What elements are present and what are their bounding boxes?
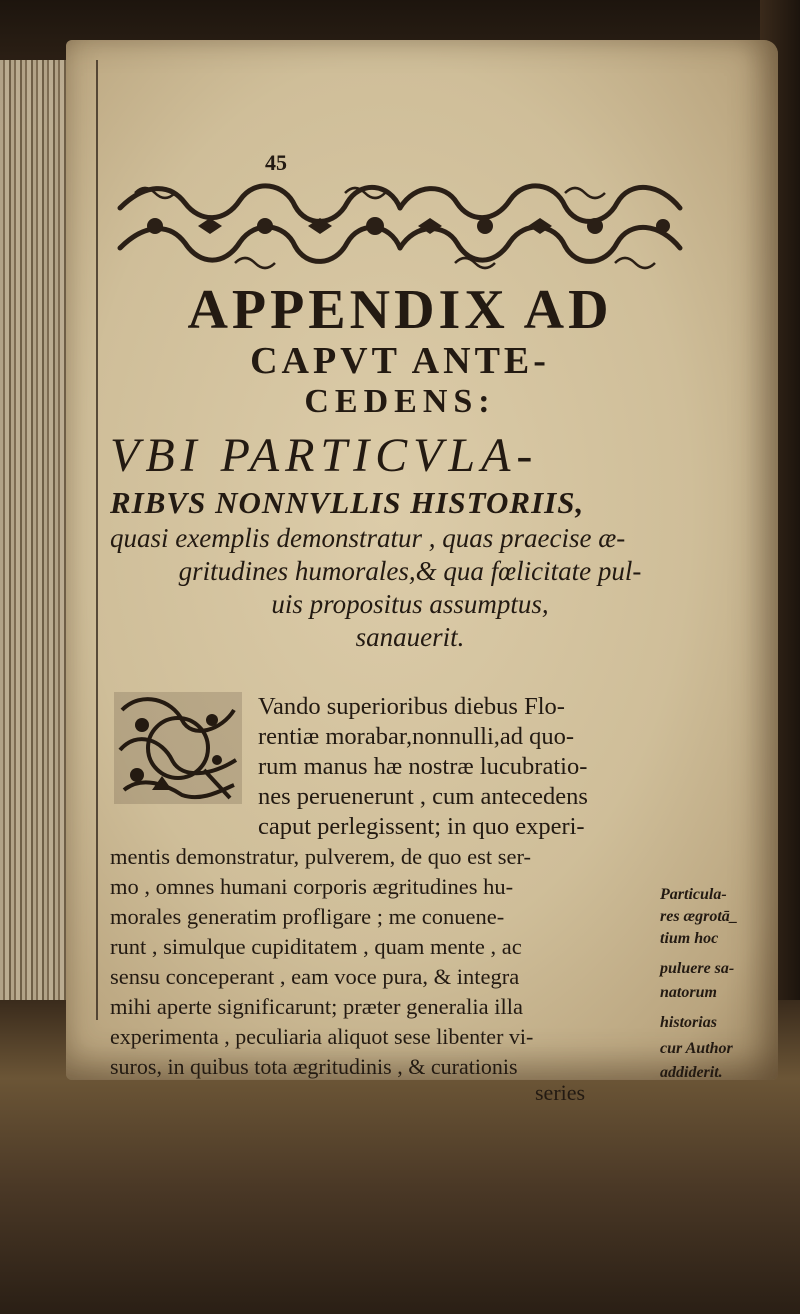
heading-line-3: CEDENS: xyxy=(304,383,496,420)
body-line-4: nes peruenerunt , cum antecedens xyxy=(258,783,588,810)
body-line-5: caput perlegissent; in quo experi- xyxy=(258,813,585,840)
margin-note-1: Particula- xyxy=(660,886,727,903)
margin-note-3: tium hoc xyxy=(660,930,719,947)
body-line-11: mihi aperte significarunt; præter generalia illa xyxy=(110,994,523,1019)
body-line-12: experimenta , peculiaria aliquot sese libenter vi- xyxy=(110,1024,534,1049)
margin-note-4: puluere sa- xyxy=(660,960,735,977)
subtitle-line-3: quasi exemplis demonstratur , quas praecise æ- xyxy=(110,523,626,553)
body-line-9: runt , simulque cupiditatem , quam mente , ac xyxy=(110,934,522,959)
page-edges xyxy=(0,60,70,1060)
margin-note-7: cur Author xyxy=(660,1040,733,1057)
subtitle-line-5: uis propositus assumptus, xyxy=(271,589,549,619)
body-line-14: series xyxy=(535,1080,586,1105)
body-line-1: Vando superioribus diebus Flo- xyxy=(258,693,565,720)
subtitle-line-1: VBI PARTICVLA- xyxy=(110,429,539,482)
margin-rule xyxy=(96,60,98,1020)
initial-letter-icon xyxy=(112,690,244,806)
margin-note-5: natorum xyxy=(660,984,717,1001)
margin-note-2: res ægrotā_ xyxy=(660,908,738,925)
heading-line-2: CAPVT ANTE- xyxy=(250,340,550,382)
body-line-3: rum manus hæ nostræ lucubratio- xyxy=(258,753,588,780)
margin-note-6: historias xyxy=(660,1014,717,1031)
ornament-band-icon xyxy=(115,178,685,274)
body-line-2: rentiæ morabar,nonnulli,ad quo- xyxy=(258,723,575,750)
heading-line-1: APPENDIX AD xyxy=(187,279,613,341)
subtitle-line-6: sanauerit. xyxy=(355,622,465,652)
subtitle-line-4: gritudines humorales,& qua fœlicitate pul- xyxy=(178,556,642,586)
body-line-7: mo , omnes humani corporis ægritudines hu- xyxy=(110,874,514,899)
subtitle-line-2: RIBVS NONNVLLIS HISTORIIS, xyxy=(110,485,585,520)
body-line-8: morales generatim profligare ; me conuene- xyxy=(110,904,505,929)
margin-note-8: addiderit. xyxy=(660,1064,723,1081)
body-line-6: mentis demonstratur, pulverem, de quo est ser- xyxy=(110,844,532,869)
body-line-10: sensu conceperant , eam voce pura, & integra xyxy=(110,964,520,989)
page-number: 45 xyxy=(265,150,287,175)
body-line-13: suros, in quibus tota ægritudinis , & curationis xyxy=(110,1054,518,1079)
